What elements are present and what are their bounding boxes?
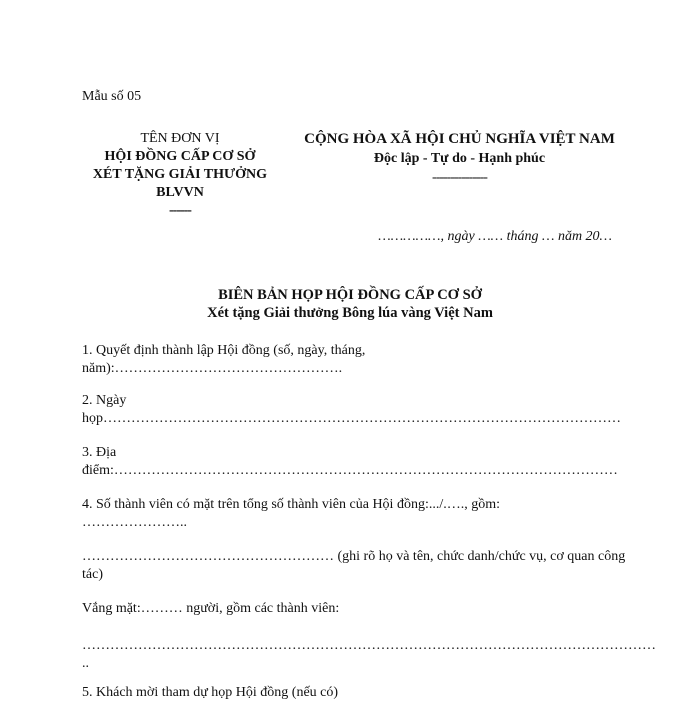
item-4-line-1: 4. Số thành viên có mặt trên tổng số thành viên của Hội đồng:.../.…., gồm: (82, 497, 500, 512)
form-number: Mẫu số 05 (82, 89, 142, 104)
org-name-placeholder: TÊN ĐƠN VỊ (140, 131, 220, 146)
council-name-line3: BLVVN (156, 185, 204, 200)
left-divider: ------ (169, 203, 191, 218)
item-2-line-1: 2. Ngày (82, 393, 127, 408)
absent-members-line: Vắng mặt:……… người, gồm các thành viên: (82, 601, 340, 616)
title-main: BIÊN BẢN HỌP HỘI ĐỒNG CẤP CƠ SỞ (218, 287, 482, 303)
council-name-line2: XÉT TẶNG GIẢI THƯỞNG (92, 167, 268, 182)
item-4-line-4: tác) (82, 567, 103, 582)
item-3-line-2: điểm:……………………………………………………………………………………………… (82, 463, 618, 478)
national-header (287, 130, 632, 187)
item-4-line-2: ………………….. (82, 515, 187, 530)
absent-dots-line-2: .. (82, 656, 89, 671)
right-divider: --------------- (432, 170, 487, 185)
title-sub: Xét tặng Giải thưởng Bông lúa vàng Việt Nam (207, 305, 493, 321)
national-motto: Độc lập - Tự do - Hạnh phúc (373, 151, 546, 166)
item-3-line-1: 3. Địa (82, 445, 117, 460)
item-4-line-3: ……………………………………………… (ghi rõ họ và tên, chức danh/chức vụ, cơ quan công (82, 549, 626, 564)
national-name: CỘNG HÒA XÃ HỘI CHỦ NGHĨA VIỆT NAM (304, 131, 615, 147)
item-1-line-2: năm):…………………………………………. (82, 361, 343, 376)
item-1-line-1: 1. Quyết định thành lập Hội đồng (số, ngày, tháng, (82, 343, 366, 358)
item-2-line-2: họp………………………………………………………………………………………………… (82, 411, 621, 426)
document-title (0, 286, 700, 322)
council-name-line1: HỘI ĐỒNG CẤP CƠ SỞ (104, 149, 256, 164)
item-5-line-1: 5. Khách mời tham dự họp Hội đồng (nếu có) (82, 685, 339, 700)
absent-dots-line-1: …………………………………………………………………………………………………………… (82, 638, 656, 653)
organization-header (80, 130, 280, 220)
date-line: ……………, ngày …… tháng … năm 20… (378, 229, 612, 244)
